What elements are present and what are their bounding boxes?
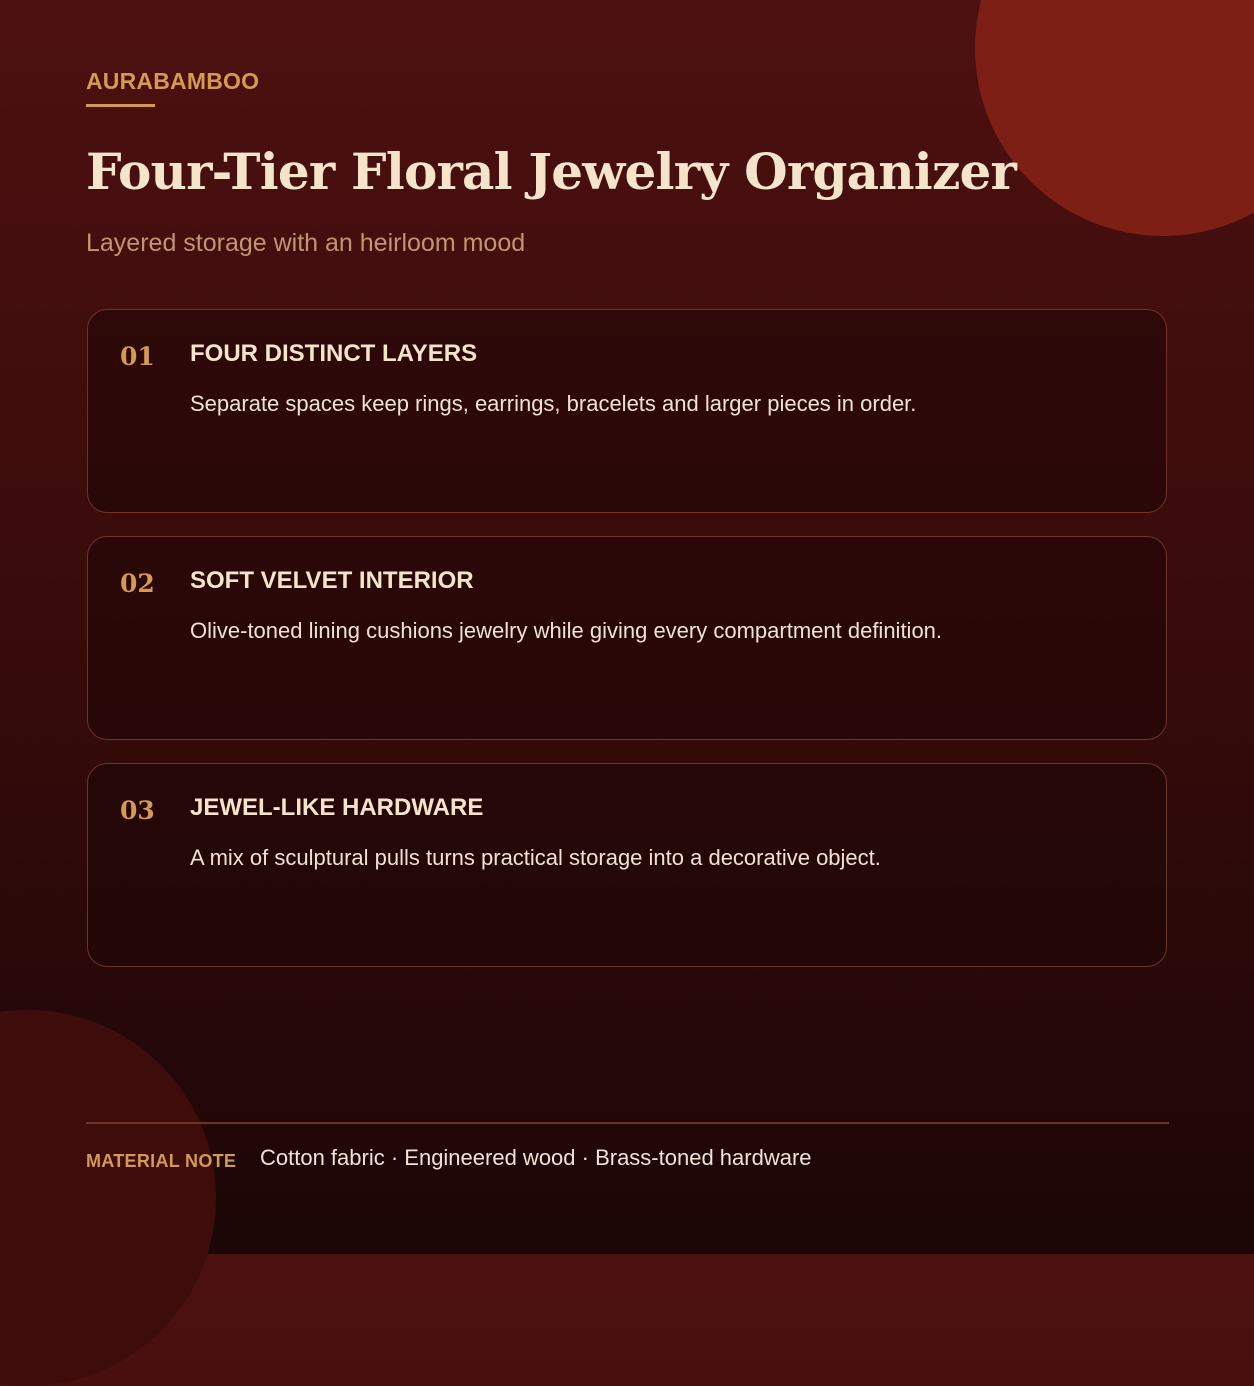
feature-card-2 xyxy=(87,536,1167,740)
brand-name: AURABAMBOO xyxy=(86,68,260,94)
feature-heading: SOFT VELVET INTERIOR xyxy=(190,567,474,594)
feature-heading: JEWEL-LIKE HARDWARE xyxy=(190,794,484,821)
decorative-circle-bottom xyxy=(0,1010,216,1386)
page-subtitle: Layered storage with an heirloom mood xyxy=(86,229,526,257)
feature-heading: FOUR DISTINCT LAYERS xyxy=(190,340,478,367)
feature-card-3 xyxy=(87,763,1167,967)
material-note-label: MATERIAL NOTE xyxy=(86,1151,237,1171)
feature-description: Separate spaces keep rings, earrings, bracelets and larger pieces in order. xyxy=(190,391,917,416)
brand-underline xyxy=(86,104,155,107)
feature-number: 02 xyxy=(120,569,155,598)
footer-divider xyxy=(86,1122,1169,1124)
decorative-circle-top xyxy=(975,0,1254,236)
feature-description: Olive-toned lining cushions jewelry while giving every compartment definition. xyxy=(190,618,943,643)
page-title: Four-Tier Floral Jewelry Organizer xyxy=(86,142,1017,201)
feature-description: A mix of sculptural pulls turns practical storage into a decorative object. xyxy=(190,845,881,870)
material-note-text: Cotton fabric · Engineered wood · Brass-toned hardware xyxy=(260,1145,812,1170)
feature-number: 01 xyxy=(120,342,155,371)
feature-number: 03 xyxy=(120,796,155,825)
feature-card-1 xyxy=(87,309,1167,513)
